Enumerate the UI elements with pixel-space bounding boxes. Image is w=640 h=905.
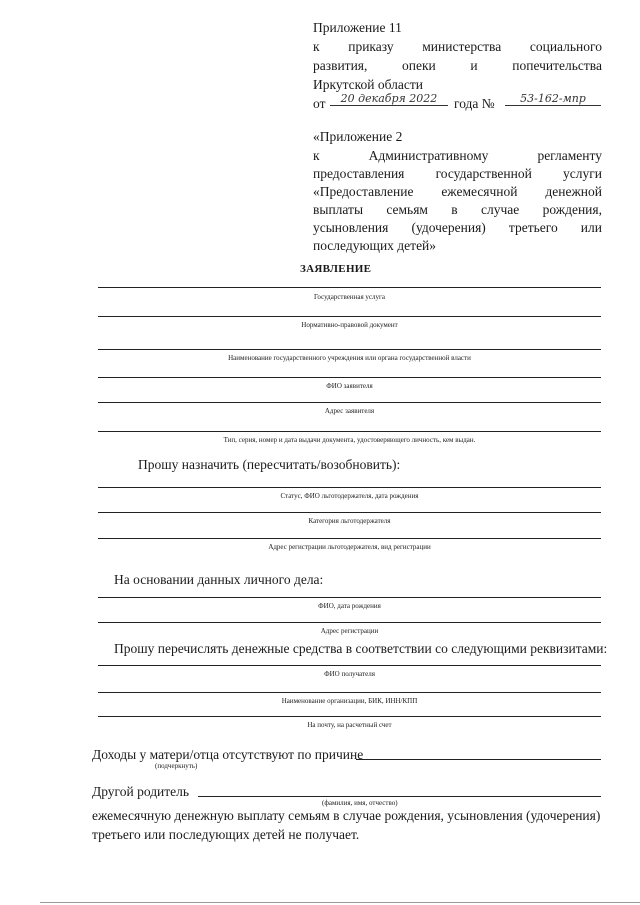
appendix-number: Приложение 11 <box>313 20 402 35</box>
appendix2-line-6: последующих детей» <box>313 238 437 253</box>
caption-service: Государственная услуга <box>313 293 386 301</box>
caption-institution: Наименование государственного учреждения или органа государственной власти <box>228 354 471 362</box>
closing-line-2: третьего или последующих детей не получает. <box>92 827 360 842</box>
caption-category: Категория льготодержателя <box>308 517 391 525</box>
income-reason-field[interactable] <box>356 759 601 760</box>
field-line-reg-address2[interactable] <box>98 622 601 623</box>
order-date-prefix: от <box>313 96 326 111</box>
appendix2-title: «Приложение 2 <box>313 129 403 144</box>
caption-underline: (подчеркнуть) <box>155 762 198 770</box>
request-assign: Прошу назначить (пересчитать/возобновить): <box>138 457 401 472</box>
form-title: ЗАЯВЛЕНИЕ <box>300 263 372 275</box>
appendix2-line-5: усыновления (удочерения) третьего или <box>313 220 602 235</box>
field-line-recipient[interactable] <box>98 665 601 666</box>
region: Иркутской области <box>313 77 424 92</box>
order-line-1: к приказу министерства социального <box>313 39 602 54</box>
appendix2-line-3: «Предоставление ежемесячной денежной <box>313 184 602 199</box>
field-line-applicant-address[interactable] <box>98 402 601 403</box>
field-line-reg-address[interactable] <box>98 538 601 539</box>
caption-fullname: (фамилия, имя, отчество) <box>322 799 398 807</box>
order-line-2: развития, опеки и попечительства <box>313 58 602 73</box>
appendix2-line-2: предоставления государственной услуги <box>313 166 602 181</box>
field-line-status[interactable] <box>98 487 601 488</box>
field-line-fio-birth[interactable] <box>98 597 601 598</box>
order-number-handwritten: 53-162-мпр <box>505 92 601 106</box>
field-line-category[interactable] <box>98 512 601 513</box>
caption-document: Тип, серия, номер и дата выдачи документа, удостоверяющего личность, кем выдан. <box>223 436 476 444</box>
other-parent-label: Другой родитель <box>92 784 190 799</box>
caption-applicant-fio: ФИО заявителя <box>326 382 373 390</box>
caption-delivery: На почту, на расчетный счет <box>307 721 392 729</box>
field-line-document[interactable] <box>98 431 601 432</box>
page-bottom-edge <box>40 902 640 903</box>
appendix2-line-4: выплаты семьям в случае рождения, <box>313 202 602 217</box>
field-line-normative[interactable] <box>98 316 601 317</box>
transfer-request: Прошу перечислять денежные средства в соответствии со следующими реквизитами: <box>114 641 608 656</box>
order-date-handwritten: 20 декабря 2022 <box>330 92 448 106</box>
appendix2-line-1: к Административному регламенту <box>313 148 602 163</box>
field-line-institution[interactable] <box>98 349 601 350</box>
field-line-service[interactable] <box>98 287 601 288</box>
other-parent-field[interactable] <box>198 796 601 797</box>
caption-reg-address2: Адрес регистрации <box>320 627 379 635</box>
caption-applicant-address: Адрес заявителя <box>324 407 375 415</box>
caption-normative: Нормативно-правовой документ <box>301 321 398 329</box>
order-year-number-label: года № <box>454 96 495 111</box>
caption-recipient: ФИО получателя <box>324 670 375 678</box>
based-on: На основании данных личного дела: <box>114 572 324 587</box>
caption-reg-address: Адрес регистрации льготодержателя, вид регистрации <box>268 543 431 551</box>
field-line-applicant-fio[interactable] <box>98 377 601 378</box>
income-reason-label: Доходы у матери/отца отсутствуют по причине <box>92 747 364 762</box>
caption-status: Статус, ФИО льготодержателя, дата рождения <box>280 492 419 500</box>
field-line-org[interactable] <box>98 692 601 693</box>
caption-fio-birth: ФИО, дата рождения <box>318 602 381 610</box>
field-line-delivery[interactable] <box>98 716 601 717</box>
caption-org: Наименование организации, БИК, ИНН/КПП <box>281 697 418 705</box>
closing-line-1: ежемесячную денежную выплату семьям в случае рождения, усыновления (удочерения) <box>92 808 601 823</box>
